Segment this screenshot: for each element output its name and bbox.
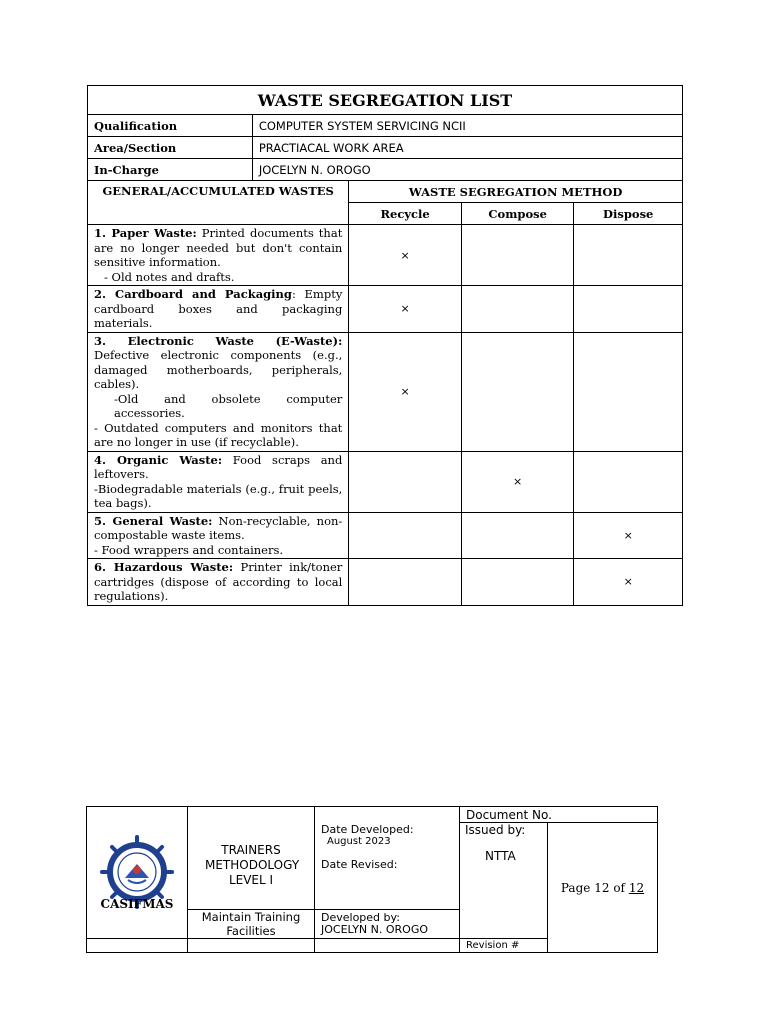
dispose-cell: [574, 559, 683, 606]
check-mark: ×: [400, 302, 410, 316]
waste-category: 3. Electronic Waste (E-Waste):: [94, 333, 343, 348]
waste-category: 2. Cardboard and Packaging: [94, 287, 292, 301]
waste-rows: [88, 225, 683, 606]
check-mark: ×: [400, 385, 410, 398]
qualification-label: Qualification: [88, 115, 253, 137]
document-title: WASTE SEGREGATION LIST: [88, 86, 683, 115]
date-developed-value: August 2023: [327, 836, 391, 847]
logo-text: CASIFMAS: [100, 897, 174, 911]
recycle-cell: [349, 225, 462, 286]
recycle-cell: [349, 332, 462, 451]
compose-cell: [461, 512, 574, 559]
page-number: 12: [594, 880, 610, 895]
course-cell: [188, 807, 315, 910]
page-cell: [548, 823, 658, 953]
waste-description: [88, 332, 349, 451]
revision-label: Revision #: [460, 939, 548, 953]
waste-detail: Defective electronic components (e.g., damaged motherboards, peripherals, cables).: [94, 348, 343, 391]
compose-cell: [461, 332, 574, 451]
qualification-value: COMPUTER SYSTEM SERVICING NCII: [252, 115, 682, 137]
compose-cell: [461, 451, 574, 512]
compose-cell: [461, 286, 574, 333]
recycle-cell: [349, 451, 462, 512]
table-row: [88, 512, 683, 559]
page-total: 12: [628, 880, 645, 895]
page-label: Page: [560, 880, 591, 895]
waste-sub-item: -Biodegradable materials (e.g., fruit peels, tea bags).: [94, 481, 343, 510]
dispose-cell: [574, 332, 683, 451]
dispose-header: Dispose: [574, 203, 683, 225]
recycle-header: Recycle: [349, 203, 462, 225]
recycle-cell: [349, 559, 462, 606]
waste-segregation-table: [87, 85, 683, 606]
document-footer: [86, 806, 658, 953]
waste-category: 5. General Waste:: [94, 513, 213, 528]
wastes-header: GENERAL/ACCUMULATED WASTES: [88, 181, 349, 225]
compose-header: Compose: [461, 203, 574, 225]
waste-category: 1. Paper Waste:: [94, 226, 197, 240]
module-title: Maintain Training Facilities: [201, 910, 301, 938]
issued-by-value: NTTA: [485, 849, 516, 863]
footer-spacer-1: [87, 939, 188, 953]
recycle-cell: [349, 512, 462, 559]
incharge-value: JOCELYN N. OROGO: [252, 159, 682, 181]
module-cell: [188, 910, 315, 939]
course-title: TRAINERS METHODOLOGY LEVEL I: [205, 842, 300, 887]
waste-detail: Non-recyclable, non-compostable waste items.: [94, 513, 343, 542]
waste-description: [88, 286, 349, 333]
developed-by-cell: [315, 910, 460, 939]
table-row: [88, 332, 683, 451]
footer-spacer-3: [315, 939, 460, 953]
waste-detail: : Empty cardboard boxes and packaging materials.: [94, 287, 343, 330]
compose-cell: [461, 225, 574, 286]
dispose-cell: [574, 512, 683, 559]
logo-cell: [87, 807, 188, 939]
dispose-cell: [574, 286, 683, 333]
check-mark: ×: [400, 248, 410, 262]
waste-detail: Printed documents that are no longer needed but don't contain sensitive information.: [94, 226, 343, 269]
issued-by-cell: [460, 823, 548, 939]
developed-by-label: Developed by:: [321, 911, 400, 924]
page-of: of: [613, 880, 625, 895]
recycle-cell: [349, 286, 462, 333]
area-value: PRACTIACAL WORK AREA: [252, 137, 682, 159]
date-developed-label: Date Developed:: [321, 823, 414, 836]
check-mark: ×: [623, 528, 633, 542]
check-mark: ×: [513, 475, 523, 488]
waste-category: 4. Organic Waste:: [94, 452, 223, 467]
table-row: [88, 225, 683, 286]
waste-sub-item: - Outdated computers and monitors that are no longer in use (if recyclable).: [94, 420, 343, 449]
waste-sub-item: - Food wrappers and containers.: [94, 542, 284, 557]
dates-cell: [315, 807, 460, 910]
method-header: WASTE SEGREGATION METHOD: [349, 181, 683, 203]
table-row: [88, 286, 683, 333]
check-mark: ×: [623, 575, 633, 589]
waste-description: [88, 451, 349, 512]
incharge-label: In-Charge: [88, 159, 253, 181]
document-no-label: Document No.: [460, 807, 658, 823]
waste-detail: Printer ink/toner cartridges (dispose of according to local regulations).: [94, 560, 343, 603]
area-label: Area/Section: [88, 137, 253, 159]
compose-cell: [461, 559, 574, 606]
dispose-cell: [574, 451, 683, 512]
waste-description: [88, 225, 349, 286]
footer-spacer-2: [188, 939, 315, 953]
waste-detail: Food scraps and leftovers.: [94, 452, 343, 481]
waste-sub-item: - Old notes and drafts.: [104, 269, 235, 284]
waste-description: [88, 512, 349, 559]
waste-category: 6. Hazardous Waste:: [94, 560, 234, 574]
table-row: [88, 559, 683, 606]
table-row: [88, 451, 683, 512]
waste-description: [88, 559, 349, 606]
waste-sub-item: -Old and obsolete computer accessories.: [114, 391, 343, 420]
developed-by-value: JOCELYN N. OROGO: [321, 923, 429, 936]
dispose-cell: [574, 225, 683, 286]
date-revised-label: Date Revised:: [321, 858, 398, 871]
issued-by-label: Issued by:: [465, 823, 526, 837]
